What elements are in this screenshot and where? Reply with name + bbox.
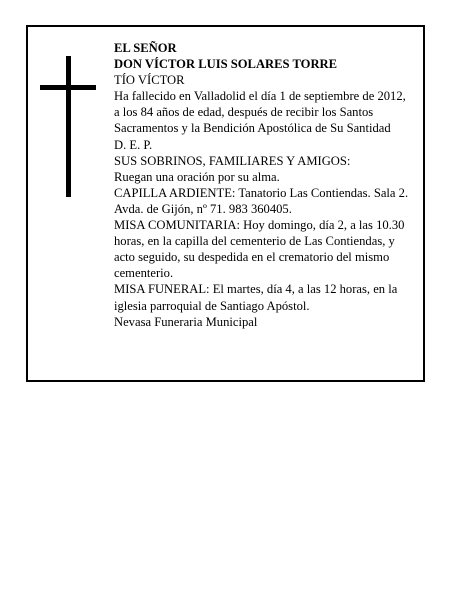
death-info: Ha fallecido en Valladolid el día 1 de septiembre de 2012, a los 84 años de edad, después de recibir los Santos Sacramentos y la Bendición Apostólica de Su Santidad [114, 89, 406, 136]
dep-line: D. E. P. [114, 137, 153, 152]
prayer-request: Ruegan una oración por su alma. [114, 169, 280, 184]
cross-horizontal-bar [40, 85, 96, 90]
funeral-paragraph [114, 281, 414, 313]
chapel-paragraph [114, 185, 414, 217]
funeral-label: MISA FUNERAL: [114, 282, 210, 297]
deceased-nickname: TÍO VÍCTOR [114, 73, 185, 88]
chapel-text: Tanatorio Las Contiendas. Sala 2. Avda. de Gijón, nº 71. 983 360405. [114, 185, 409, 216]
chapel-label: CAPILLA ARDIENTE: [114, 185, 236, 200]
deceased-name: DON VÍCTOR LUIS SOLARES TORRE [114, 57, 338, 72]
mass-label: MISA COMUNITARIA: [114, 218, 240, 233]
cross-icon [40, 56, 96, 197]
mass-paragraph [114, 217, 414, 281]
obituary-text [114, 40, 414, 330]
cross-vertical-bar [66, 56, 71, 197]
funeral-text: El martes, día 4, a las 12 horas, en la iglesia parroquial de Santiago Apóstol. [114, 282, 398, 313]
funeral-home: Nevasa Funeraria Municipal [114, 314, 258, 329]
notice-title: EL SEÑOR [114, 41, 177, 55]
mass-text: Hoy domingo, día 2, a las 10.30 horas, en la capilla del cementerio de Las Contiendas, y acto seguido, su despedida en el crematorio del mismo cementerio. [114, 218, 405, 281]
mourners-line: SUS SOBRINOS, FAMILIARES Y AMIGOS: [114, 153, 351, 168]
obituary-notice [26, 25, 425, 382]
